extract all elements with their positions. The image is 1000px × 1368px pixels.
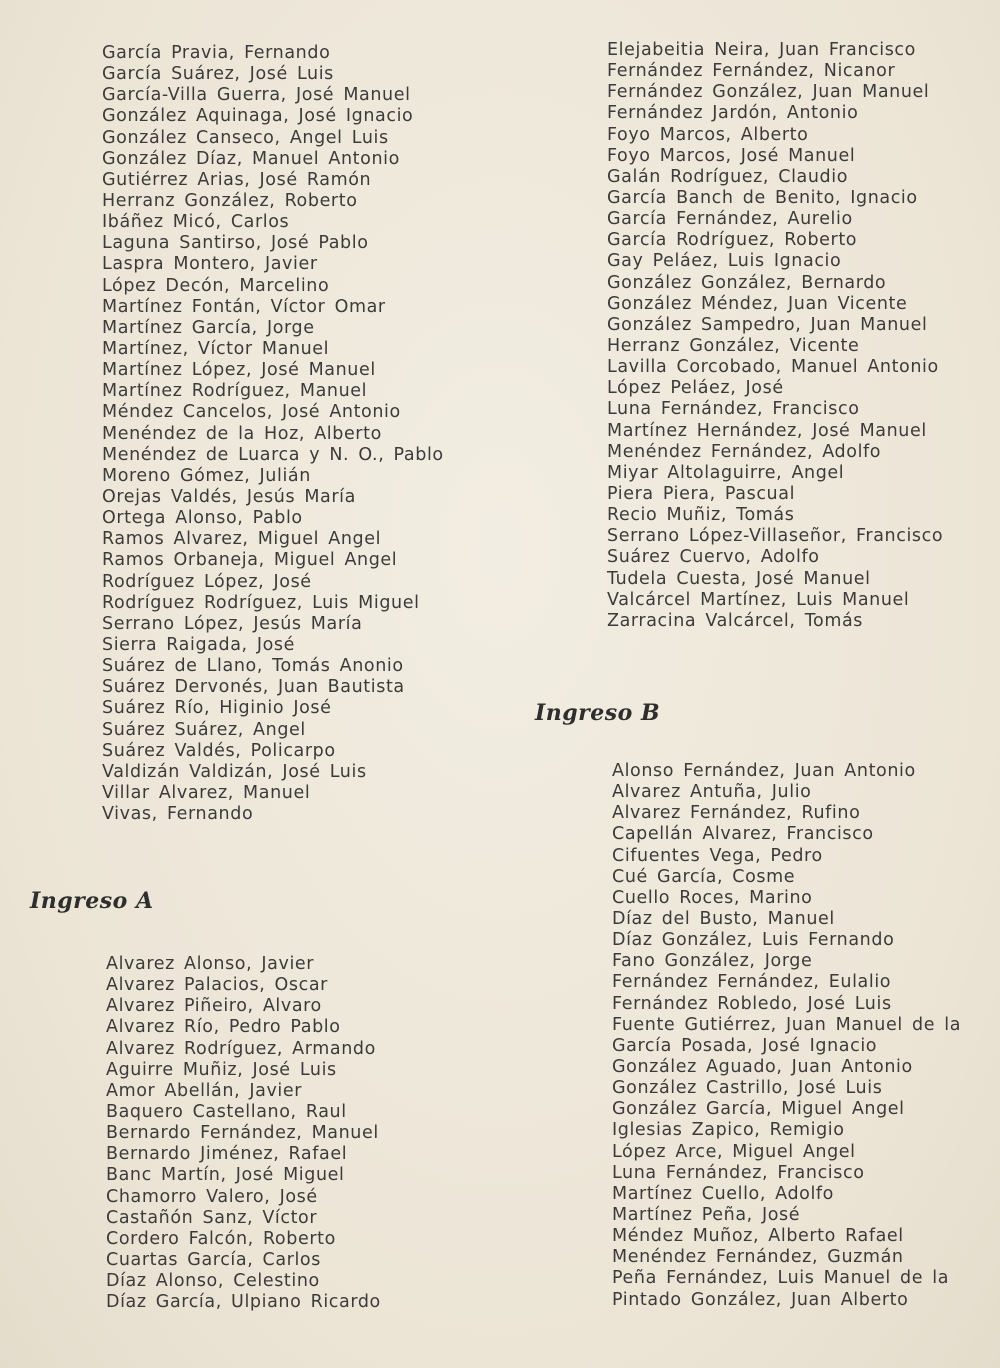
student-name: López Arce, Miguel Angel (612, 1141, 856, 1162)
student-name: Laguna Santirso, José Pablo (102, 233, 369, 254)
name-list-ingreso-b (612, 761, 961, 1311)
student-name: Valdizán Valdizán, José Luis (102, 761, 367, 782)
student-name: Laspra Montero, Javier (102, 254, 318, 275)
student-name: García Suárez, José Luis (102, 64, 334, 85)
student-name: Vivas, Fernando (102, 804, 254, 825)
student-name: Suárez Suárez, Angel (102, 719, 306, 740)
student-name: Suárez de Llano, Tomás Anonio (102, 656, 404, 677)
student-name: Bernardo Fernández, Manuel (106, 1123, 379, 1144)
student-name: Martínez Peña, José (612, 1204, 801, 1225)
student-name: Martínez, Víctor Manuel (102, 338, 330, 359)
student-name: Alvarez Río, Pedro Pablo (106, 1017, 341, 1038)
student-name: García Fernández, Aurelio (607, 209, 853, 230)
student-name: Fernández Fernández, Eulalio (612, 972, 892, 993)
student-name: Miyar Altolaguirre, Angel (607, 462, 845, 483)
student-name: Tudela Cuesta, José Manuel (607, 568, 871, 589)
student-name: Foyo Marcos, Alberto (607, 124, 809, 145)
student-name: Cordero Falcón, Roberto (106, 1228, 336, 1249)
student-name: González Aguado, Juan Antonio (612, 1056, 913, 1077)
student-name: Foyo Marcos, José Manuel (607, 145, 856, 166)
student-name: Cué García, Cosme (612, 866, 796, 887)
student-name: García Rodríguez, Roberto (607, 230, 858, 251)
student-name: González Méndez, Juan Vicente (607, 293, 908, 314)
student-name: Moreno Gómez, Julián (102, 465, 311, 486)
student-name: Rodríguez Rodríguez, Luis Miguel (102, 592, 420, 613)
student-name: Piera Piera, Pascual (607, 483, 796, 504)
student-name: Rodríguez López, José (102, 571, 312, 592)
student-name: Alvarez Rodríguez, Armando (106, 1038, 376, 1059)
student-name: Alvarez Antuña, Julio (612, 782, 812, 803)
name-list-ingreso-a (106, 954, 381, 1313)
student-name: Menéndez Fernández, Guzmán (612, 1247, 904, 1268)
student-name: Banc Martín, José Miguel (106, 1165, 345, 1186)
student-name: González Canseco, Angel Luis (102, 127, 389, 148)
student-name: Amor Abellán, Javier (106, 1080, 303, 1101)
student-name: Suárez Cuervo, Adolfo (607, 547, 820, 568)
student-name: Menéndez Fernández, Adolfo (607, 441, 882, 462)
student-name: Fano González, Jorge (612, 951, 813, 972)
student-name: Aguirre Muñiz, José Luis (106, 1059, 337, 1080)
name-list-right-top (607, 40, 943, 632)
student-name: García Posada, José Ignacio (612, 1035, 878, 1056)
student-name: Menéndez de la Hoz, Alberto (102, 423, 382, 444)
student-name: Fuente Gutiérrez, Juan Manuel de la (612, 1014, 962, 1035)
student-name: Galán Rodríguez, Claudio (607, 166, 849, 187)
student-name: Lavilla Corcobado, Manuel Antonio (607, 357, 939, 378)
student-name: Castañón Sanz, Víctor (106, 1207, 318, 1228)
student-name: García Banch de Benito, Ignacio (607, 187, 918, 208)
student-name: Cifuentes Vega, Pedro (612, 845, 823, 866)
student-name: González Aquinaga, José Ignacio (102, 106, 414, 127)
student-name: González González, Bernardo (607, 272, 887, 293)
student-name: Capellán Alvarez, Francisco (612, 824, 874, 845)
student-name: Serrano López, Jesús María (102, 613, 363, 634)
student-name: Martínez Cuello, Adolfo (612, 1183, 834, 1204)
student-name: González Castrillo, José Luis (612, 1078, 883, 1099)
student-name: Chamorro Valero, José (106, 1186, 318, 1207)
student-name: Cuartas García, Carlos (106, 1249, 321, 1270)
student-name: Fernández Jardón, Antonio (607, 103, 859, 124)
student-name: Luna Fernández, Francisco (612, 1162, 865, 1183)
student-name: Martínez Rodríguez, Manuel (102, 381, 368, 402)
student-name: Ortega Alonso, Pablo (102, 508, 303, 529)
student-name: Martínez Hernández, José Manuel (607, 420, 927, 441)
student-name: González García, Miguel Angel (612, 1099, 905, 1120)
student-name: Orejas Valdés, Jesús María (102, 486, 356, 507)
student-name: Bernardo Jiménez, Rafael (106, 1144, 348, 1165)
section-heading-ingreso-a: Ingreso A (30, 888, 154, 914)
student-name: Menéndez de Luarca y N. O., Pablo (102, 444, 444, 465)
student-name: Alvarez Fernández, Rufino (612, 803, 861, 824)
student-name: Ramos Alvarez, Miguel Angel (102, 529, 382, 550)
student-name: Peña Fernández, Luis Manuel de la (612, 1268, 950, 1289)
student-name: Gay Peláez, Luis Ignacio (607, 251, 842, 272)
student-name: Díaz González, Luis Fernando (612, 930, 895, 951)
student-name: Suárez Río, Higinio José (102, 698, 332, 719)
student-name: Baquero Castellano, Raul (106, 1101, 347, 1122)
student-name: López Peláez, José (607, 378, 784, 399)
student-name: Iglesias Zapico, Remigio (612, 1120, 845, 1141)
student-name: Fernández Robledo, José Luis (612, 993, 892, 1014)
student-name: Méndez Cancelos, José Antonio (102, 402, 401, 423)
student-name: Suárez Valdés, Policarpo (102, 740, 336, 761)
student-name: Díaz García, Ulpiano Ricardo (106, 1292, 381, 1313)
student-name: Gutiérrez Arias, José Ramón (102, 169, 372, 190)
student-name: Alvarez Alonso, Javier (106, 954, 315, 974)
student-name: Martínez López, José Manuel (102, 360, 376, 381)
student-name: Pintado González, Juan Alberto (612, 1289, 909, 1310)
student-name: García Pravia, Fernando (102, 43, 331, 63)
student-name: González Díaz, Manuel Antonio (102, 148, 400, 169)
student-name: López Decón, Marcelino (102, 275, 330, 296)
name-list-left-top (102, 43, 444, 825)
student-name: Alvarez Palacios, Oscar (106, 975, 328, 996)
student-name: Méndez Muñoz, Alberto Rafael (612, 1226, 904, 1247)
student-name: Fernández González, Juan Manuel (607, 82, 930, 103)
show-through-decoration (540, 55, 546, 125)
student-name: Valcárcel Martínez, Luis Manuel (607, 589, 910, 610)
student-name: Cuello Roces, Marino (612, 887, 813, 908)
student-name: Recio Muñiz, Tomás (607, 505, 795, 526)
student-name: Luna Fernández, Francisco (607, 399, 860, 420)
student-name: Díaz del Busto, Manuel (612, 908, 835, 929)
student-name: Ramos Orbaneja, Miguel Angel (102, 550, 398, 571)
student-name: Alvarez Piñeiro, Alvaro (106, 996, 322, 1017)
student-name: Herranz González, Vicente (607, 335, 860, 356)
student-name: Ibáñez Micó, Carlos (102, 212, 290, 233)
student-name: García-Villa Guerra, José Manuel (102, 85, 411, 106)
student-name: Martínez Fontán, Víctor Omar (102, 296, 386, 317)
student-name: Suárez Dervonés, Juan Bautista (102, 677, 405, 698)
student-name: González Sampedro, Juan Manuel (607, 314, 928, 335)
section-heading-ingreso-b: Ingreso B (535, 700, 661, 726)
student-name: Elejabeitia Neira, Juan Francisco (607, 40, 916, 60)
student-name: Fernández Fernández, Nicanor (607, 61, 896, 82)
student-name: Díaz Alonso, Celestino (106, 1271, 320, 1292)
student-name: Herranz González, Roberto (102, 190, 358, 211)
student-name: Serrano López-Villaseñor, Francisco (607, 526, 944, 547)
student-name: Villar Alvarez, Manuel (102, 782, 311, 803)
student-name: Zarracina Valcárcel, Tomás (607, 610, 864, 631)
student-name: Martínez García, Jorge (102, 317, 315, 338)
student-name: Alonso Fernández, Juan Antonio (612, 761, 916, 781)
student-name: Sierra Raigada, José (102, 634, 296, 655)
